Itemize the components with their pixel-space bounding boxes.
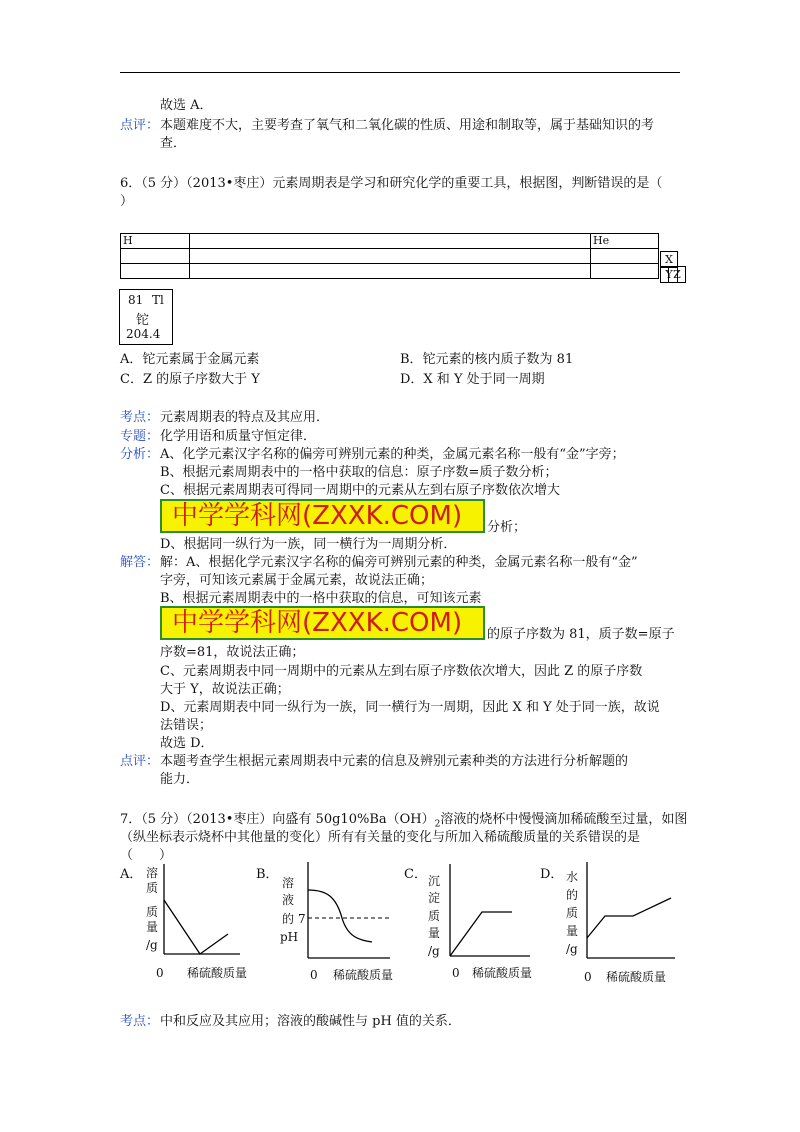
graph-c-origin: 0 (452, 966, 460, 980)
q6-fenxi-line-2: B、根据元素周期表中的一格中获取的信息：原子序数=质子数分析； (160, 465, 558, 480)
q6-jieda-line-4: 的原子序数为 81，质子数=原子 (487, 627, 675, 642)
watermark-banner-2: 中学学科网(ZXXK.COM) (160, 606, 485, 640)
q6-dianping-line-1: 本题考查学生根据元素周期表中元素的信息及辨别元素种类的方法进行分析解题的 (160, 754, 629, 769)
graph-d-curve (587, 898, 671, 938)
periodic-table-sketch (120, 233, 659, 279)
graph-a-curve (164, 900, 228, 954)
cell-z: Z (668, 266, 686, 283)
q6-zhuanti-label: 专题： (120, 429, 160, 444)
q6-jieda-line-10: 故选 D． (160, 736, 214, 751)
graph-d-ylabel-4: 量 (566, 924, 579, 938)
q7-kaodian: 中和反应及其应用；溶液的酸碱性与 pH 值的关系． (160, 1014, 461, 1029)
q6-jieda-line-9: 法错误； (160, 718, 213, 733)
graph-d-letter: D． (540, 867, 564, 882)
q6-dianping-line-2: 能力． (160, 772, 200, 787)
graph-c-curve (450, 912, 512, 956)
graph-a-ylabel-5: /g (146, 938, 158, 952)
graph-d-ylabel-1: 水 (566, 870, 579, 884)
q6-option-b: B．铊元素的核内质子数为 81 (400, 352, 574, 367)
graph-a-ylabel-4: 量 (146, 920, 159, 934)
graph-a-origin: 0 (156, 966, 164, 980)
q7-stem-part-2: 溶液的烧杯中慢慢滴加稀硫酸至过量，如图 (440, 812, 688, 827)
graph-a-ylabel-2: 质 (146, 881, 159, 895)
q6-fenxi-line-3: C、根据元素周期表可得同一周期中的元素从左到右原子序数依次增大 (160, 483, 560, 498)
graph-c-ylabel-2: 淀 (428, 891, 441, 905)
q6-jieda-line-8: D、元素周期表中同一纵行为一族，同一横行为一周期，因此 X 和 Y 处于同一族，故说 (160, 700, 660, 715)
cell-h: H (121, 234, 190, 249)
q6-kaodian: 元素周期表的特点及其应用． (160, 410, 330, 425)
q6-option-c: C．Z 的原子序数大于 Y (120, 372, 260, 387)
graph-c-letter: C． (404, 867, 427, 882)
watermark-banner: 中学学科网(ZXXK.COM) (160, 499, 485, 533)
q6-fenxi-label: 分析： (120, 447, 160, 462)
graph-b-letter: B． (256, 867, 279, 882)
graph-a-ylabel-3: 质 (146, 905, 159, 919)
graph-c-ylabel-5: /g (428, 944, 440, 958)
graph-b-plot (304, 860, 394, 964)
q6-kaodian-label: 考点： (120, 410, 160, 425)
cell-y: Y (660, 266, 678, 283)
graph-b-xlabel: 稀硫酸质量 (333, 968, 394, 982)
q6-fenxi-line-1: A、化学元素汉字名称的偏旁可辨别元素的种类，金属元素名称一般有“金”字旁； (160, 447, 625, 462)
q7-stem-subscript: 2 (434, 819, 441, 830)
graph-a-ylabel-1: 溶 (146, 866, 159, 880)
q6-jieda-line-2: 字旁，可知该元素属于金属元素，故说法正确； (160, 573, 434, 588)
tile-symbol: Tl (152, 293, 164, 307)
prev-comment-line-1: 本题难度不大，主要考查了氧气和二氧化碳的性质、用途和制取等，属于基础知识的考 (160, 118, 655, 133)
q7-stem-line-2: （纵坐标表示烧杯中其他量的变化）所有有关量的变化与所加入稀硫酸质量的关系错误的是 (120, 830, 641, 845)
q6-option-d: D．X 和 Y 处于同一周期 (400, 372, 545, 387)
graph-b-ylabel-1: 溶 (282, 876, 295, 890)
q6-jieda-line-3: B、根据元素周期表中的一格中获取的信息，可知该元素 (160, 591, 482, 606)
graph-c-ylabel-4: 量 (428, 926, 441, 940)
graph-c-plot (446, 862, 536, 962)
q6-jieda-line-7: 大于 Y，故说法正确； (160, 682, 290, 697)
tile-name: 铊 (136, 313, 150, 328)
q6-option-a: A．铊元素属于金属元素 (120, 352, 260, 367)
q6-fenxi-line-d: D、根据同一纵行为一族，同一横行为一周期分析． (160, 537, 457, 552)
prev-comment-label: 点评： (120, 118, 160, 133)
tile-atomic-number: 81 (128, 293, 144, 307)
graph-d-origin: 0 (584, 970, 592, 984)
q6-stem-line-2: ） (120, 194, 134, 209)
graph-a-plot (160, 862, 250, 960)
graph-d-ylabel-3: 质 (566, 906, 579, 920)
prev-comment-line-2: 查． (160, 136, 187, 151)
tile-mass: 204.4 (126, 327, 161, 341)
graph-a-letter: A． (120, 867, 143, 882)
graph-d-xlabel: 稀硫酸质量 (606, 970, 667, 984)
graph-d-ylabel-2: 的 (566, 888, 579, 902)
q6-stem-line-1: 6．（5 分）（2013•枣庄）元素周期表是学习和研究化学的重要工具，根据图，判断错误的是（ (120, 176, 663, 191)
graph-b-origin: 0 (310, 968, 318, 982)
graph-c-ylabel-3: 质 (428, 909, 441, 923)
q7-kaodian-label: 考点： (120, 1014, 160, 1029)
graph-c-xlabel: 稀硫酸质量 (472, 966, 533, 980)
thallium-element-tile (119, 289, 173, 345)
q6-jieda-label: 解答： (120, 555, 160, 570)
graph-b-ylabel-2: 液 (282, 893, 295, 907)
graph-b-ylabel-4: pH (280, 930, 299, 944)
graph-b-ylabel-3: 的 (282, 912, 295, 926)
graph-a-xlabel: 稀硫酸质量 (187, 966, 248, 980)
cell-he: He (591, 234, 659, 249)
q6-zhuanti: 化学用语和质量守恒定律． (160, 429, 317, 444)
header-rule (120, 72, 680, 73)
graph-d-ylabel-5: /g (566, 942, 578, 956)
prev-conclusion: 故选 A． (160, 98, 213, 113)
q7-stem-line-3: （ ） (120, 848, 173, 863)
q6-jieda-line-5: 序数=81，故说法正确； (160, 645, 305, 660)
q6-dianping-label: 点评： (120, 754, 160, 769)
graph-c-ylabel-1: 沉 (428, 874, 441, 888)
q7-stem-part-1: 7．（5 分）（2013•枣庄）向盛有 50g10%Ba（OH） (120, 812, 435, 827)
graph-b-curve (308, 890, 372, 942)
q6-fenxi-tail: 分析； (487, 520, 527, 535)
graph-b-ph7-label: 7 (298, 912, 306, 926)
q6-jieda-line-6: C、元素周期表中同一周期中的元素从左到右原子序数依次增大，因此 Z 的原子序数 (160, 664, 643, 679)
graph-d-plot (583, 860, 683, 964)
cell-x: X (660, 251, 678, 268)
q6-jieda-line-1: 解：A、根据化学元素汉字名称的偏旁可辨别元素的种类，金属元素名称一般有“金” (160, 555, 638, 570)
